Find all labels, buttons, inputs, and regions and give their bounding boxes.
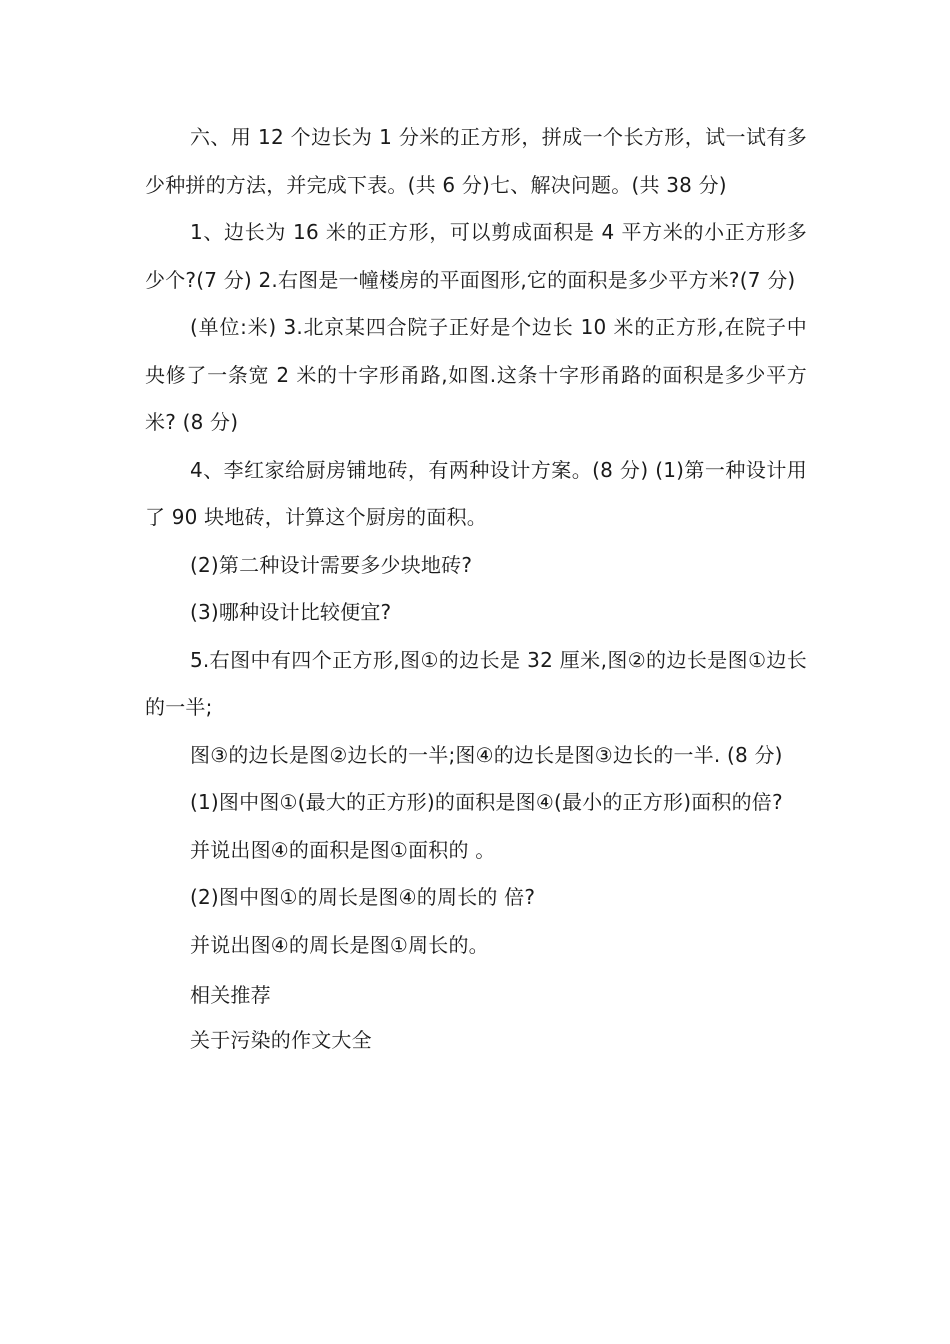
paragraph-problem-5-part-1: (1)图中图①(最大的正方形)的面积是图④(最小的正方形)面积的倍? — [190, 790, 783, 814]
paragraph-problem-4-part-3: (3)哪种设计比较便宜? — [190, 600, 392, 624]
paragraph-problem-1-2: 1、边长为 16 米的正方形，可以剪成面积是 4 平方米的小正方形多少个?(7 分) 2.右图是一幢楼房的平面图形,它的面积是多少平方米?(7 分) — [145, 220, 807, 292]
paragraph-problem-4: 4、李红家给厨房铺地砖，有两种设计方案。(8 分) (1)第一种设计用了 90 块地砖，计算这个厨房的面积。 — [145, 457, 807, 529]
paragraph-problem-5-part-2: (2)图中图①的周长是图④的周长的 倍? — [190, 885, 536, 909]
paragraph-problem-5-cont: 图③的边长是图②边长的一半;图④的边长是图③边长的一半. (8 分) — [190, 742, 783, 767]
paragraph-problem-4-part-2: (2)第二种设计需要多少块地砖? — [190, 552, 473, 577]
related-recommend-heading: 相关推荐 — [190, 983, 271, 1007]
document-body — [145, 114, 807, 1063]
paragraph-question-6: 六、用 12 个边长为 1 分米的正方形，拼成一个长方形，试一试有多少种拼的方法，并完成下表。(共 6 分)七、解决问题。(共 38 分) — [145, 125, 807, 197]
paragraph-problem-5: 5.右图中有四个正方形,图①的边长是 32 厘米,图②的边长是图①边长的一半; — [145, 647, 807, 719]
paragraph-problem-3: (单位:米) 3.北京某四合院子正好是个边长 10 米的正方形,在院子中央修了一条宽 2 米的十字形甬路,如图.这条十字形甬路的面积是多少平方米? (8 分) — [145, 315, 807, 434]
paragraph-problem-5-part-1-cont: 并说出图④的面积是图①面积的 。 — [190, 837, 496, 862]
paragraph-problem-5-part-2-cont: 并说出图④的周长是图①周长的。 — [190, 932, 489, 957]
related-recommend-link[interactable]: 关于污染的作文大全 — [190, 1028, 372, 1052]
